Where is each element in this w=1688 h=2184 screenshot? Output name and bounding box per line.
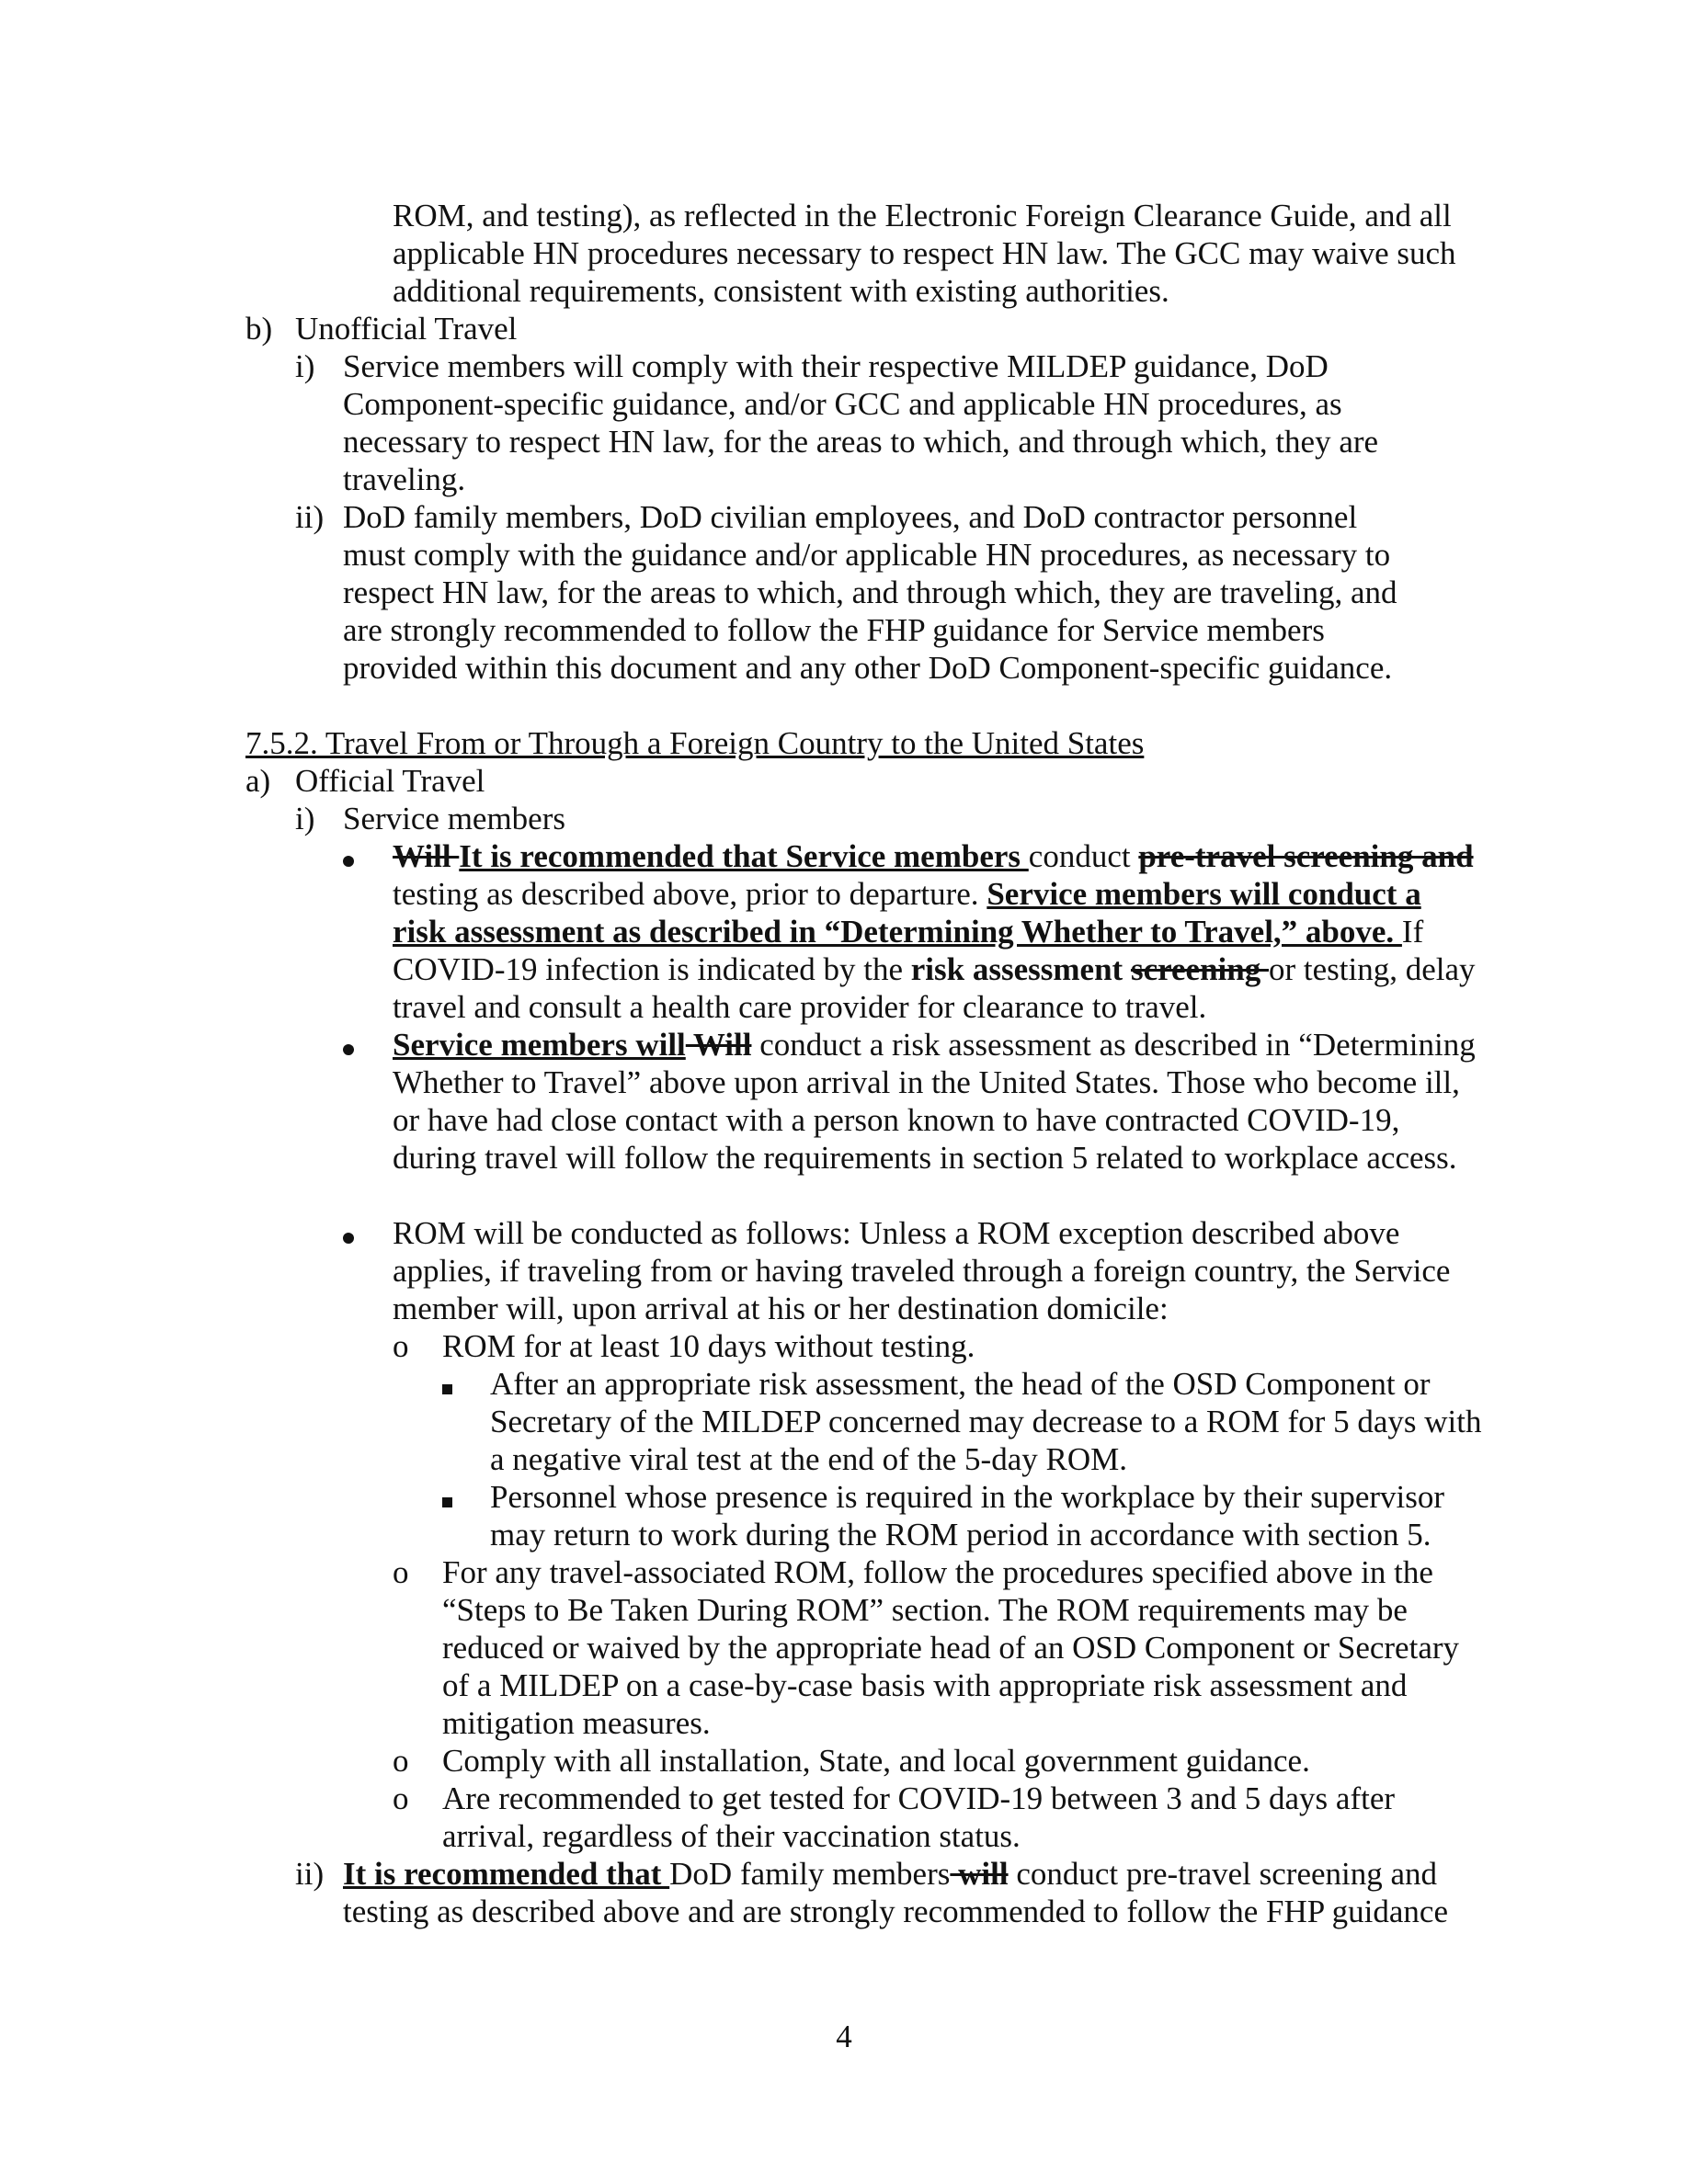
bullet-item-2: [343, 1026, 1477, 1177]
square-item-1: [442, 1365, 1492, 1478]
list-item-title: Unofficial Travel: [295, 311, 518, 347]
circle-bullet-icon: o: [393, 1743, 409, 1779]
bullet-item-3: [343, 1214, 1477, 1327]
section-heading: 7.5.2. Travel From or Through a Foreign Country to the United States: [245, 725, 1145, 761]
list-item-text: DoD family members, DoD civilian employees, and DoD contractor personnel must comply with the guidance and/or applicable HN procedures, as necessary to respect HN law, for the areas to which, and through which, they are traveling, and are strongly recommended to follow the FHP guidance for Service members provided within this document and any other DoD Component-specific guidance.: [343, 499, 1397, 686]
sub-item-text: Comply with all installation, State, and local government guidance.: [442, 1743, 1310, 1779]
circle-bullet-icon: o: [393, 1328, 409, 1364]
list-marker: i): [295, 348, 315, 384]
page-number: 4: [836, 2019, 852, 2054]
sub-item-text: Are recommended to get tested for COVID-19 between 3 and 5 days after arrival, regardless of their vaccination status.: [442, 1780, 1396, 1854]
list-item-a: [245, 762, 485, 800]
list-item-text: It is recommended that DoD family members will conduct pre-travel screening and testing as described above and are strongly recommended to follow the FHP guidance: [343, 1856, 1448, 1929]
bullet-icon: [343, 856, 354, 867]
sub-item-text: ROM for at least 10 days without testing.: [442, 1328, 975, 1364]
square-item-2: [442, 1478, 1492, 1553]
list-marker: ii): [295, 499, 325, 535]
list-marker: ii): [295, 1856, 325, 1892]
circle-bullet-icon: o: [393, 1780, 409, 1816]
list-item-a-ii: [295, 1855, 1483, 1930]
list-item-title: Service members: [343, 801, 565, 836]
bullet-text: Service members will Will conduct a risk assessment as described in “Determining Whether to Travel” above upon arrival in the United States. Those who become ill, or have had close contact with a person known to have contracted COVID-19, during travel will follow the requirements in section 5 related to workplace access.: [393, 1027, 1476, 1176]
square-bullet-icon: [442, 1497, 452, 1507]
square-item-text: Personnel whose presence is required in the workplace by their supervisor may return to work during the ROM period in accordance with section 5.: [490, 1479, 1445, 1553]
list-item-b-ii: [295, 498, 1419, 687]
sub-item-o3: [393, 1742, 1472, 1780]
bullet-text: Will It is recommended that Service members conduct pre-travel screening and testing as described above, prior to departure. Service members will conduct a risk assessment as described in “Determining Whether to Travel,” above. If COVID-19 infection is indicated by the risk assessment screening or testing, delay travel and consult a health care provider for clearance to travel.: [393, 838, 1476, 1025]
square-item-text: After an appropriate risk assessment, the head of the OSD Component or Secretary of the MILDEP concerned may decrease to a ROM for 5 days with a negative viral test at the end of the 5-day ROM.: [490, 1366, 1482, 1477]
list-item-a-i: [295, 800, 565, 837]
bullet-icon: [343, 1233, 354, 1244]
list-marker: b): [245, 311, 273, 347]
sub-item-text: For any travel-associated ROM, follow the procedures specified above in the “Steps to Be Taken During ROM” section. The ROM requirements may be reduced or waived by the appropriate head of an OSD Component or Secretary of a MILDEP on a case-by-case basis with appropriate risk assessment and mitigation measures.: [442, 1554, 1460, 1741]
bullet-icon: [343, 1044, 354, 1055]
list-item-text: Service members will comply with their respective MILDEP guidance, DoD Component-specific guidance, and/or GCC and applicable HN procedures, as necessary to respect HN law, for the areas to which, and through which, they are traveling.: [343, 348, 1379, 497]
circle-bullet-icon: o: [393, 1554, 409, 1590]
bullet-item-1: [343, 837, 1477, 1026]
list-marker: a): [245, 763, 271, 799]
bullet-text: ROM will be conducted as follows: Unless a ROM exception described above applies, if traveling from or having traveled through a foreign country, the Service member will, upon arrival at his or her destination domicile:: [393, 1215, 1451, 1326]
sub-item-o1: [393, 1327, 1472, 1365]
list-item-b-i: [295, 347, 1419, 498]
list-marker: i): [295, 801, 315, 836]
list-item-title: Official Travel: [295, 763, 485, 799]
list-item-b: [245, 310, 517, 347]
square-bullet-icon: [442, 1384, 452, 1394]
sub-item-o2: [393, 1553, 1472, 1742]
sub-item-o4: [393, 1780, 1472, 1855]
continuation-paragraph: ROM, and testing), as reflected in the Electronic Foreign Clearance Guide, and all applicable HN procedures necessary to respect HN law. The GCC may waive such additional requirements, consistent with existing authorities.: [393, 198, 1456, 309]
